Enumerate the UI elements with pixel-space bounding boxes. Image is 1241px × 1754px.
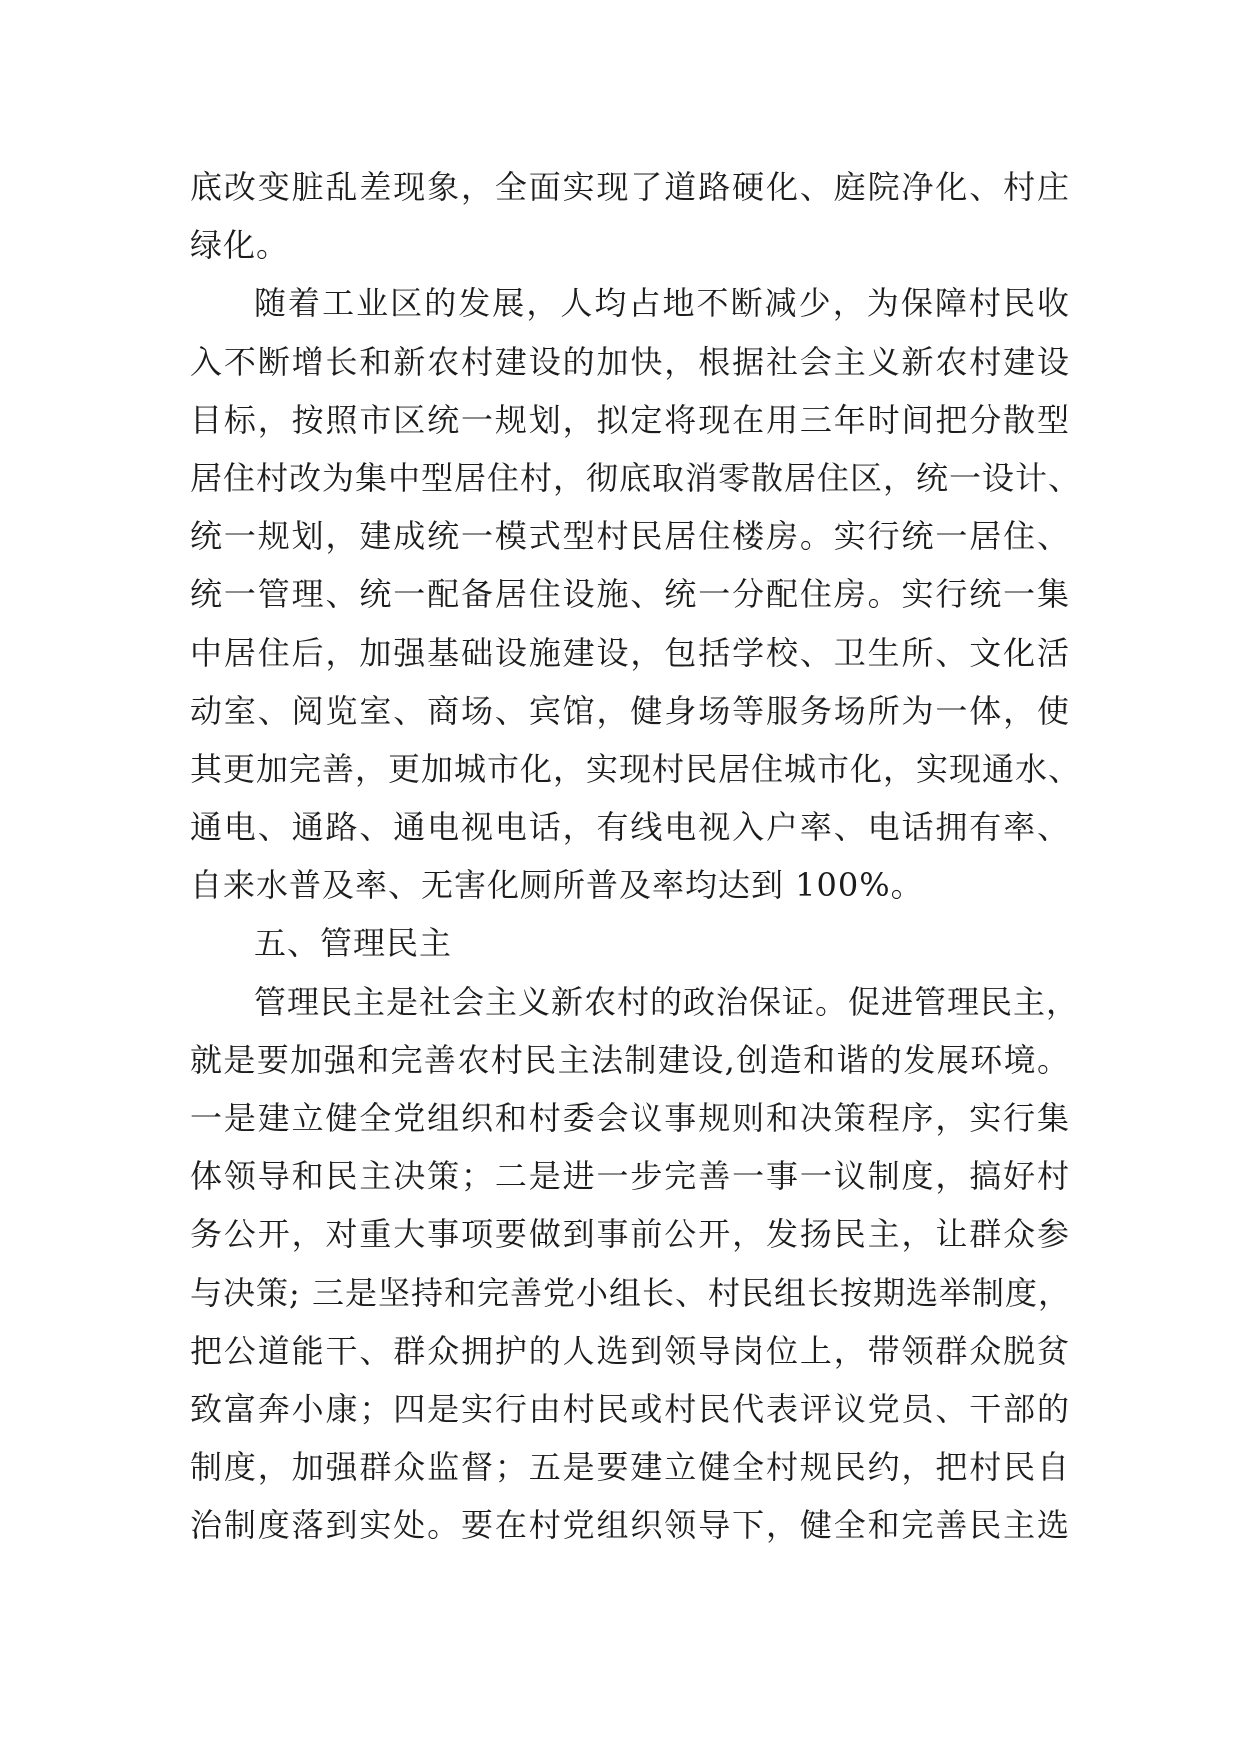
text-line: 务公开，对重大事项要做到事前公开，发扬民主，让群众参 [190, 1215, 1070, 1254]
text-line: 把公道能干、群众拥护的人选到领导岗位上，带领群众脱贫 [190, 1331, 1070, 1370]
text-line: 绿化。 [190, 226, 290, 265]
text-line: 与决策; 三是坚持和完善党小组长、村民组长按期选举制度， [190, 1273, 1071, 1312]
text-line: 管理民主是社会主义新农村的政治保证。促进管理民主， [254, 982, 1080, 1021]
text-line: 统一规划，建成统一模式型村民居住楼房。实行统一居住、 [190, 517, 1070, 556]
text-line: 其更加完善，更加城市化，实现村民居住城市化，实现通水、 [190, 749, 1082, 788]
document-body [190, 158, 1082, 1555]
text-line: 入不断增长和新农村建设的加快，根据社会主义新农村建设 [190, 342, 1070, 381]
text-line: 居住村改为集中型居住村，彻底取消零散居住区，统一设计、 [190, 458, 1082, 497]
text-line: 一是建立健全党组织和村委会议事规则和决策程序，实行集 [190, 1099, 1070, 1137]
text-line: 目标，按照市区统一规划，拟定将现在用三年时间把分散型 [190, 400, 1070, 439]
text-line: 制度，加强群众监督；五是要建立健全村规民约，把村民自 [190, 1448, 1070, 1487]
text-line: 随着工业区的发展，人均占地不断减少，为保障村民收 [254, 284, 1070, 323]
text-line: 中居住后，加强基础设施建设，包括学校、卫生所、文化活 [190, 633, 1070, 672]
text-line: 治制度落到实处。要在村党组织领导下，健全和完善民主选 [190, 1506, 1070, 1545]
text-line: 统一管理、统一配备居住设施、统一分配住房。实行统一集 [190, 575, 1070, 614]
text-line: 体领导和民主决策；二是进一步完善一事一议制度，搞好村 [190, 1157, 1070, 1196]
text-line: 就是要加强和完善农村民主法制建设,创造和谐的发展环境。 [190, 1040, 1070, 1079]
text-line: 自来水普及率、无害化厕所普及率均达到 100%。 [190, 866, 924, 905]
text-line: 动室、阅览室、商场、宾馆，健身场等服务场所为一体，使 [190, 691, 1070, 730]
text-line: 底改变脏乱差现象，全面实现了道路硬化、庭院净化、村庄 [190, 168, 1070, 206]
text-line: 五、管理民主 [254, 924, 453, 963]
text-line: 致富奔小康；四是实行由村民或村民代表评议党员、干部的 [190, 1389, 1070, 1428]
text-line: 通电、通路、通电视电话，有线电视入户率、电话拥有率、 [190, 808, 1070, 847]
